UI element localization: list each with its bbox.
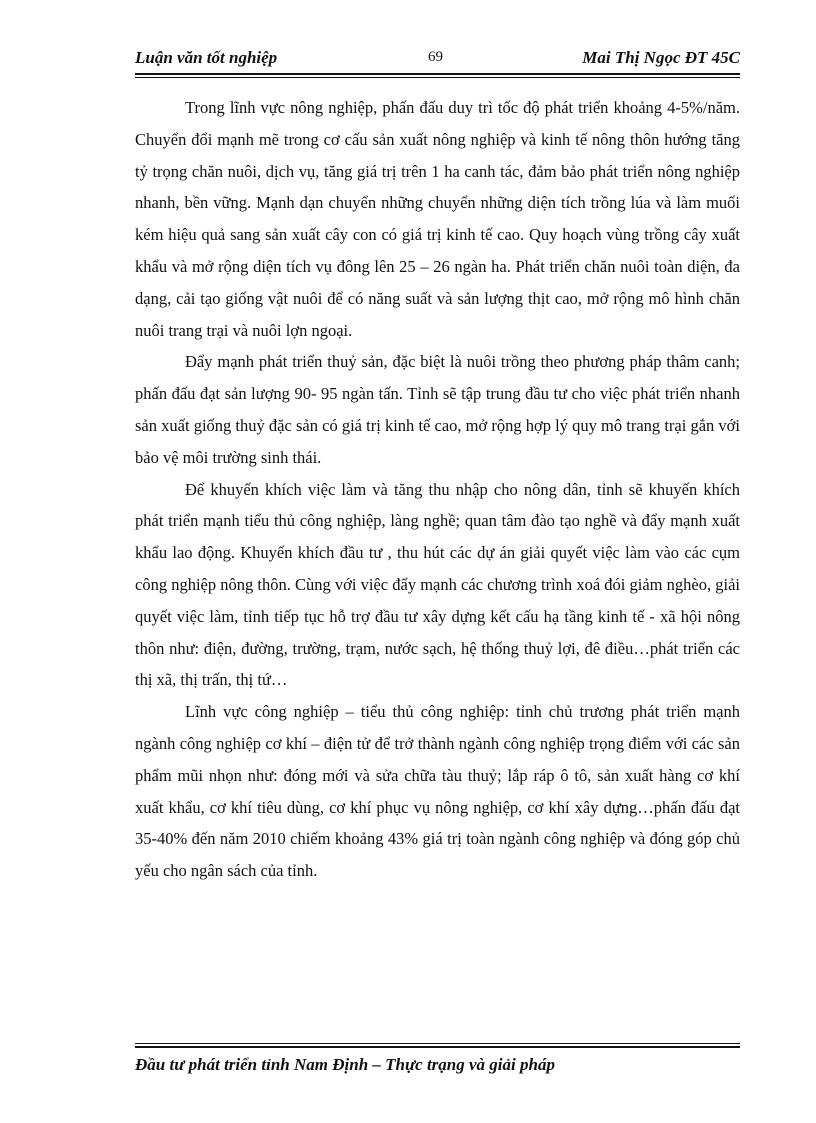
page-header	[135, 48, 740, 72]
header-thesis-label: Luận văn tốt nghiệp	[135, 48, 278, 67]
header-author: Mai Thị Ngọc ĐT 45C	[582, 48, 740, 67]
paragraph-employment: Để khuyến khích việc làm và tăng thu nhập cho nông dân, tỉnh sẽ khuyến khích phát triển mạnh tiểu thủ công nghiệp, làng nghề; quan tâm đào tạo nghề và đẩy mạnh xuất khẩu lao động. Khuyến khích đầu tư , thu hút các dự án giải quyết việc làm vào các cụm công nghiệp nông thôn. Cùng với việc đẩy mạnh các chương trình xoá đói giảm nghèo, giải quyết việc làm, tỉnh tiếp tục hỗ trợ đầu tư xây dựng kết cấu hạ tầng kinh tế - xã hội nông thôn như: điện, đường, trường, trạm, nước sạch, hệ thống thuỷ lợi, đê điều…phát triển các thị xã, thị trấn, thị tứ…	[135, 479, 740, 690]
paragraph-agriculture: Trong lĩnh vực nông nghiệp, phấn đấu duy trì tốc độ phát triển khoảng 4-5%/năm. Chuyển đổi mạnh mẽ trong cơ cấu sản xuất nông nghiệp và kinh tế nông thôn hướng tăng tỷ trọng chăn nuôi, dịch vụ, tăng giá trị trên 1 ha canh tác, đảm bảo phát triển nông nghiệp nhanh, bền vững. Mạnh dạn chuyển những chuyển những diện tích trồng lúa và làm muối kém hiệu quả sang sản xuất cây con có giá trị kinh tế cao. Quy hoạch vùng trồng cây xuất khẩu và mở rộng diện tích vụ đông lên 25 – 26 ngàn ha. Phát triển chăn nuôi toàn diện, đa dạng, cải tạo giống vật nuôi để có năng suất và sản lượng thịt cao, mở rộng mô hình chăn nuôi trang trại và nuôi lợn ngoại.	[135, 98, 740, 340]
footer-rule-thin	[135, 1043, 740, 1044]
footer-rule-thick	[135, 1046, 740, 1048]
paragraph-aquaculture: Đẩy mạnh phát triển thuỷ sản, đặc biệt là nuôi trồng theo phương pháp thâm canh; phấn đấu đạt sản lượng 90- 95 ngàn tấn. Tỉnh sẽ tập trung đầu tư cho việc phát triển nhanh sản xuất giống thuỷ đặc sản có giá trị kinh tế cao, mở rộng hợp lý quy mô trang trại gắn với bảo vệ môi trường sinh thái.	[135, 352, 740, 467]
header-rule-thin	[135, 77, 740, 78]
paragraph-industry: Lĩnh vực công nghiệp – tiểu thủ công nghiệp: tỉnh chủ trương phát triển mạnh ngành công nghiệp cơ khí – điện tử để trở thành ngành công nghiệp trọng điểm với các sản phẩm mũi nhọn như: đóng mới và sửa chữa tàu thuỷ; lắp ráp ô tô, sản xuất hàng cơ khí xuất khẩu, cơ khí tiêu dùng, cơ khí phục vụ nông nghiệp, cơ khí xây dựng…phấn đấu đạt 35-40% đến năm 2010 chiếm khoảng 43% giá trị toàn ngành công nghiệp và đóng góp chủ yếu cho ngân sách của tỉnh.	[135, 702, 740, 881]
page-footer: Đầu tư phát triển tỉnh Nam Định – Thực trạng và giải pháp	[135, 1055, 555, 1074]
header-rule-thick	[135, 73, 740, 75]
page-number: 69	[428, 49, 443, 65]
body-text	[135, 92, 740, 887]
